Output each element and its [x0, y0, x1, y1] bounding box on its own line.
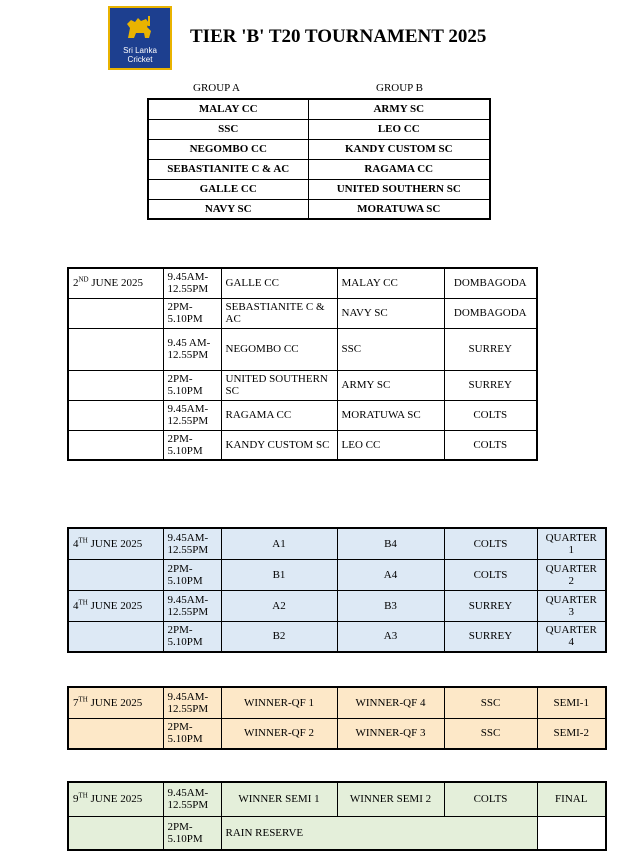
- group-b-team: UNITED SOUTHERN SC: [308, 179, 490, 199]
- sri-lanka-cricket-logo: [108, 6, 172, 70]
- date-cell: [68, 621, 163, 652]
- venue-cell: DOMBAGODA: [444, 298, 537, 328]
- venue-cell: SURREY: [444, 621, 537, 652]
- rain-reserve-row: [68, 816, 606, 850]
- team2-cell: B3: [337, 590, 444, 621]
- group-row: [148, 99, 490, 119]
- groups-table: [147, 98, 491, 220]
- team1-cell: UNITED SOUTHERN SC: [221, 370, 337, 400]
- group-a-team: NAVY SC: [148, 199, 308, 219]
- time-cell: 2PM-5.10PM: [163, 559, 221, 590]
- group-a-team: GALLE CC: [148, 179, 308, 199]
- time-cell: 9.45AM-12.55PM: [163, 687, 221, 718]
- group-row: [148, 179, 490, 199]
- group-a-team: SSC: [148, 119, 308, 139]
- semi-final-table: [67, 686, 607, 750]
- time-cell: 2PM-5.10PM: [163, 621, 221, 652]
- date-cell: [68, 528, 163, 559]
- venue-cell: SURREY: [444, 590, 537, 621]
- stage-cell: SEMI-2: [537, 718, 606, 749]
- venue-cell: COLTS: [444, 400, 537, 430]
- date-rest: JUNE 2025: [87, 696, 143, 709]
- date-day: 2: [73, 277, 79, 290]
- quarter-row: [68, 621, 606, 652]
- quarter-row: [68, 559, 606, 590]
- stage-cell: SEMI-1: [537, 687, 606, 718]
- group-b-heading: GROUP B: [376, 82, 423, 94]
- quarter-row: [68, 528, 606, 559]
- time-cell: 9.45AM-12.55PM: [163, 590, 221, 621]
- team1-cell: B2: [221, 621, 337, 652]
- group-b-team: KANDY CUSTOM SC: [308, 139, 490, 159]
- group-a-team: SEBASTIANITE C & AC: [148, 159, 308, 179]
- time-cell: 9.45 AM-12.55PM: [163, 328, 221, 370]
- venue-cell: SURREY: [444, 370, 537, 400]
- fixture-row: [68, 430, 537, 460]
- team2-cell: MALAY CC: [337, 268, 444, 298]
- team2-cell: WINNER-QF 4: [337, 687, 444, 718]
- date-cell: [68, 370, 163, 400]
- group-b-team: LEO CC: [308, 119, 490, 139]
- team1-cell: KANDY CUSTOM SC: [221, 430, 337, 460]
- league-schedule-table: [67, 267, 538, 461]
- team1-cell: GALLE CC: [221, 268, 337, 298]
- fixture-row: [68, 268, 537, 298]
- team1-cell: WINNER SEMI 1: [221, 782, 337, 816]
- team1-cell: B1: [221, 559, 337, 590]
- semi-row: [68, 718, 606, 749]
- team1-cell: WINNER-QF 1: [221, 687, 337, 718]
- team1-cell: WINNER-QF 2: [221, 718, 337, 749]
- date-cell: [68, 400, 163, 430]
- quarter-row: [68, 590, 606, 621]
- fixture-row: [68, 298, 537, 328]
- group-row: [148, 199, 490, 219]
- stage-cell: QUARTER 2: [537, 559, 606, 590]
- team1-cell: A1: [221, 528, 337, 559]
- venue-cell: COLTS: [444, 782, 537, 816]
- date-cell: [68, 718, 163, 749]
- fixture-row: [68, 370, 537, 400]
- venue-cell: COLTS: [444, 430, 537, 460]
- time-cell: 2PM-5.10PM: [163, 298, 221, 328]
- page-title: TIER 'B' T20 TOURNAMENT 2025: [190, 26, 487, 47]
- team2-cell: WINNER-QF 3: [337, 718, 444, 749]
- date-rest: JUNE 2025: [87, 599, 143, 612]
- fixture-row: [68, 400, 537, 430]
- logo-text-line1: Sri Lanka: [123, 46, 157, 55]
- date-cell: [68, 298, 163, 328]
- venue-cell: SSC: [444, 687, 537, 718]
- stage-cell: QUARTER 1: [537, 528, 606, 559]
- date-cell: [68, 590, 163, 621]
- team1-cell: SEBASTIANITE C & AC: [221, 298, 337, 328]
- group-a-team: MALAY CC: [148, 99, 308, 119]
- group-row: [148, 139, 490, 159]
- time-cell: 2PM-5.10PM: [163, 816, 221, 850]
- group-b-team: ARMY SC: [308, 99, 490, 119]
- date-cell: [68, 430, 163, 460]
- venue-cell: COLTS: [444, 559, 537, 590]
- rain-reserve-cell: RAIN RESERVE: [221, 816, 537, 850]
- date-cell: [68, 328, 163, 370]
- time-cell: 2PM-5.10PM: [163, 718, 221, 749]
- date-suffix: TH: [78, 791, 88, 800]
- team1-cell: NEGOMBO CC: [221, 328, 337, 370]
- group-b-team: MORATUWA SC: [308, 199, 490, 219]
- venue-cell: COLTS: [444, 528, 537, 559]
- team2-cell: SSC: [337, 328, 444, 370]
- team2-cell: B4: [337, 528, 444, 559]
- team2-cell: A3: [337, 621, 444, 652]
- team1-cell: A2: [221, 590, 337, 621]
- time-cell: 9.45AM-12.55PM: [163, 782, 221, 816]
- date-cell: [68, 687, 163, 718]
- group-row: [148, 159, 490, 179]
- stage-cell: QUARTER 4: [537, 621, 606, 652]
- time-cell: 2PM-5.10PM: [163, 370, 221, 400]
- date-cell: [68, 559, 163, 590]
- date-day: 7: [73, 696, 79, 709]
- lion-icon: [124, 14, 156, 42]
- empty-cell: [537, 816, 606, 850]
- team1-cell: RAGAMA CC: [221, 400, 337, 430]
- final-row: [68, 782, 606, 816]
- logo-text-line2: Cricket: [127, 55, 153, 64]
- venue-cell: SSC: [444, 718, 537, 749]
- final-table: [67, 781, 607, 851]
- stage-cell: FINAL: [537, 782, 606, 816]
- quarter-final-table: [67, 527, 607, 653]
- date-rest: JUNE 2025: [87, 793, 143, 806]
- time-cell: 9.45AM-12.55PM: [163, 400, 221, 430]
- team2-cell: ARMY SC: [337, 370, 444, 400]
- group-b-team: RAGAMA CC: [308, 159, 490, 179]
- fixture-row: [68, 328, 537, 370]
- date-day: 4: [73, 537, 79, 550]
- venue-cell: SURREY: [444, 328, 537, 370]
- team2-cell: WINNER SEMI 2: [337, 782, 444, 816]
- date-day: 9: [73, 793, 79, 806]
- date-cell: [68, 268, 163, 298]
- team2-cell: A4: [337, 559, 444, 590]
- time-cell: 2PM-5.10PM: [163, 430, 221, 460]
- venue-cell: DOMBAGODA: [444, 268, 537, 298]
- date-day: 4: [73, 599, 79, 612]
- date-cell: [68, 782, 163, 816]
- date-suffix: TH: [78, 695, 88, 704]
- team2-cell: NAVY SC: [337, 298, 444, 328]
- date-rest: JUNE 2025: [88, 277, 144, 290]
- time-cell: 9.45AM-12.55PM: [163, 268, 221, 298]
- date-suffix: TH: [78, 597, 88, 606]
- semi-row: [68, 687, 606, 718]
- stage-cell: QUARTER 3: [537, 590, 606, 621]
- date-suffix: TH: [78, 536, 88, 545]
- team2-cell: LEO CC: [337, 430, 444, 460]
- date-cell: [68, 816, 163, 850]
- time-cell: 9.45AM-12.55PM: [163, 528, 221, 559]
- team2-cell: MORATUWA SC: [337, 400, 444, 430]
- date-suffix: ND: [78, 275, 89, 284]
- group-a-heading: GROUP A: [193, 82, 240, 94]
- group-a-team: NEGOMBO CC: [148, 139, 308, 159]
- date-rest: JUNE 2025: [87, 537, 143, 550]
- group-row: [148, 119, 490, 139]
